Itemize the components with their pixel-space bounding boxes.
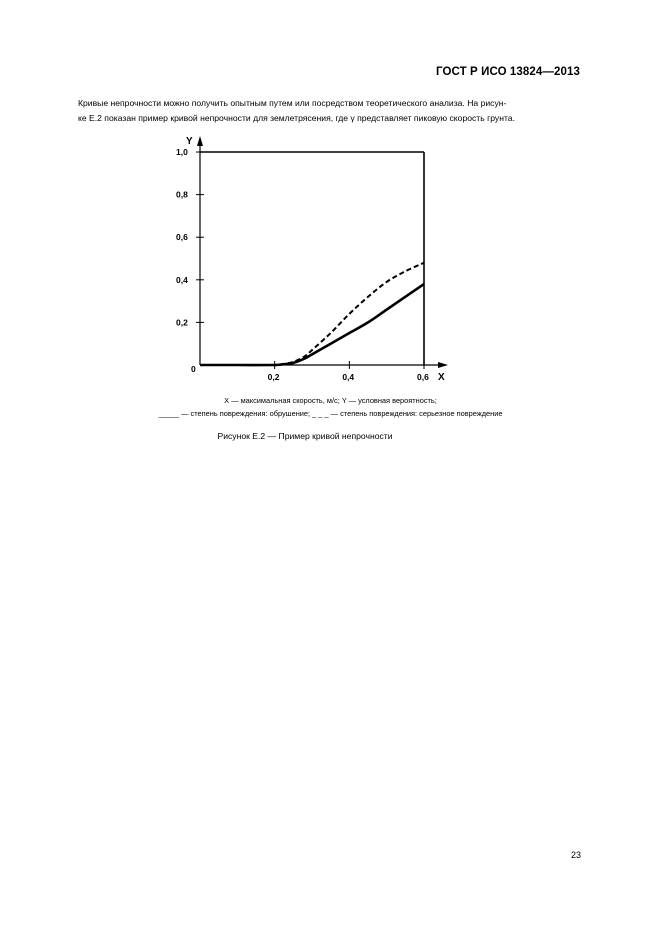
y-tick-label: 0,6	[176, 232, 188, 243]
x-axis-label: X	[438, 372, 445, 383]
x-tick-label: 0,6	[417, 372, 429, 382]
series-line-serious-damage	[200, 263, 424, 365]
figure-caption: Рисунок Е.2 — Пример кривой непрочности	[217, 431, 393, 441]
x-tick-label: 0,2	[267, 372, 280, 382]
y-tick-label: 1,0	[176, 147, 188, 157]
y-axis-arrow	[197, 136, 203, 146]
y-tick-label: 0,8	[176, 189, 188, 200]
x-axis-arrow	[438, 362, 448, 368]
standard-header: ГОСТ Р ИСО 13824—2013	[435, 66, 580, 78]
intro-paragraph	[78, 96, 581, 126]
y-tick-label: 0,2	[176, 317, 188, 328]
intro-line-2: ке Е.2 показан пример кривой непрочности для землетрясения, где γ представляет пиковую скорость грунта.	[78, 113, 515, 123]
legend-line-2: _____ — степень повреждения: обрушение; _ _ _ — степень повреждения: серьезное повреждение	[158, 409, 503, 418]
fragility-curve-chart	[0, 128, 661, 388]
x-tick-label: 0,4	[342, 372, 355, 382]
y-tick-label: 0	[191, 364, 196, 374]
figure-legend	[0, 394, 661, 420]
y-tick-label: 0,4	[176, 274, 188, 285]
legend-line-1: X — максимальная скорость, м/с; Y — условная вероятность;	[224, 396, 437, 405]
intro-line-1: Кривые непрочности можно получить опытным путем или посредством теоретического анализа. На рисун-	[78, 98, 507, 108]
page-number: 23	[570, 850, 581, 860]
series-line-collapse	[200, 284, 424, 365]
chart-ticks	[176, 147, 429, 382]
y-axis-label: Y	[186, 136, 193, 147]
chart-series	[200, 263, 424, 365]
